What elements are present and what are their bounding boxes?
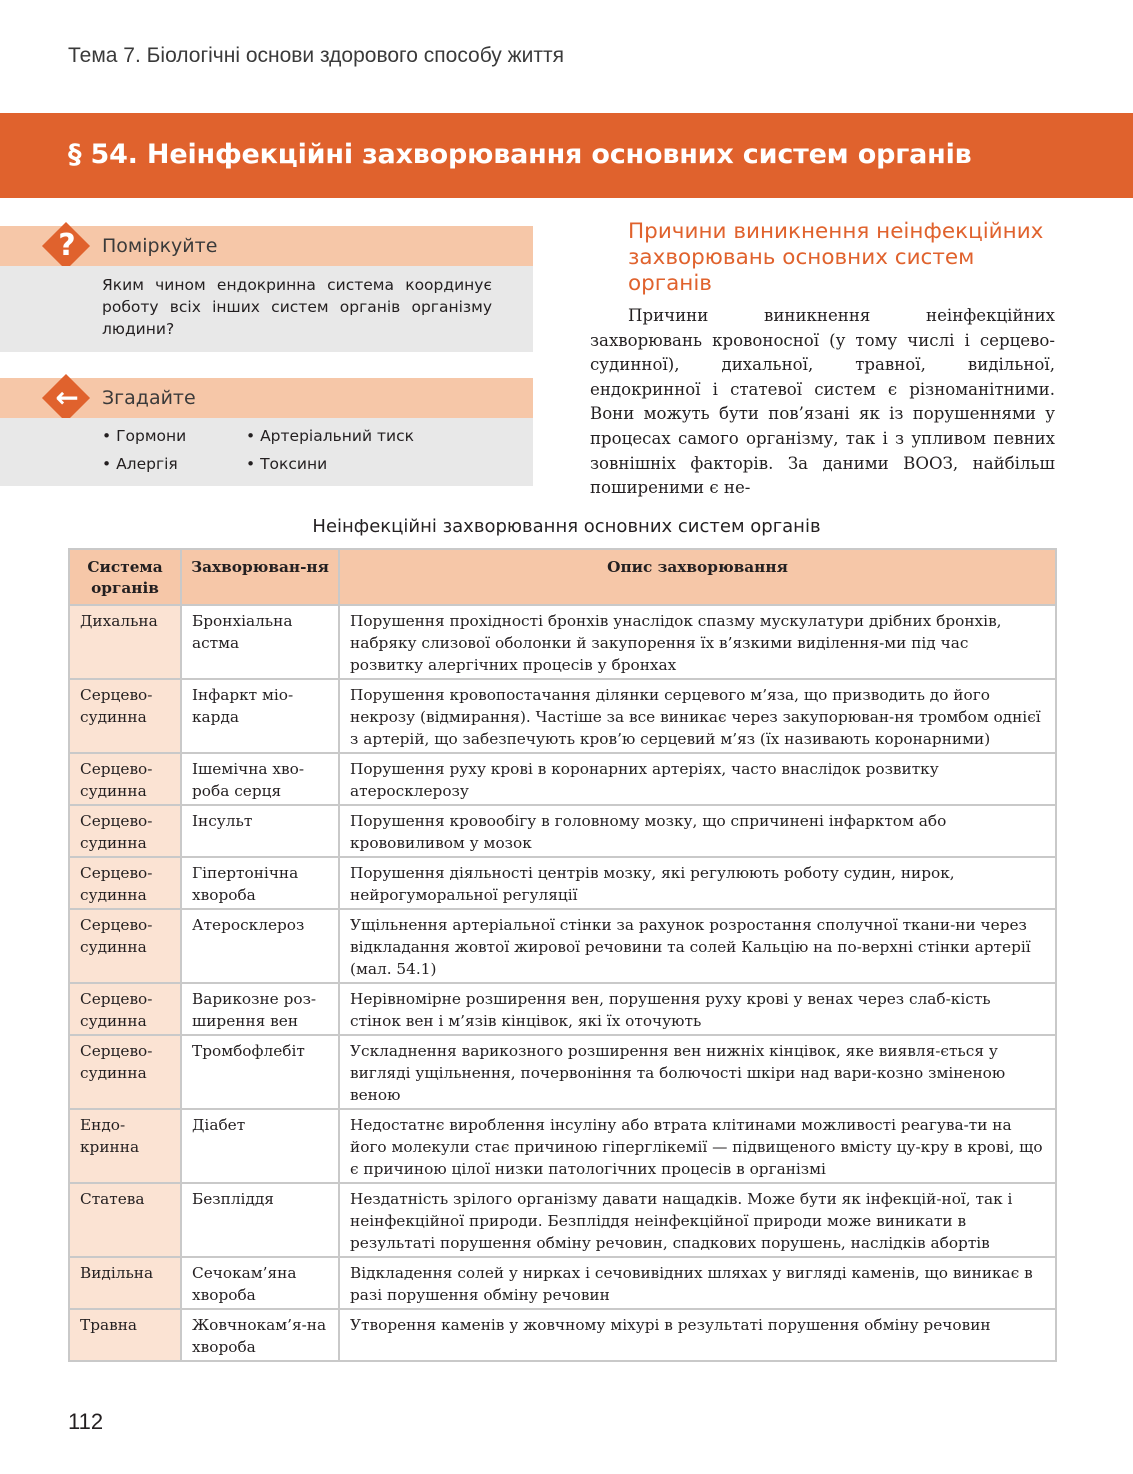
recall-box-title: Згадайте bbox=[102, 387, 196, 409]
table-row bbox=[69, 1035, 1056, 1109]
table-row bbox=[69, 1309, 1056, 1361]
cell-description: Ускладнення варикозного розширення вен нижніх кінцівок, яке виявля-ється у вигляді ущільнення, почервоніння та болючості шкіри над вари-козно зміненою веною bbox=[339, 1035, 1056, 1109]
table-row bbox=[69, 1183, 1056, 1257]
table-header-row bbox=[69, 549, 1056, 605]
table-row bbox=[69, 805, 1056, 857]
table-row bbox=[69, 1257, 1056, 1309]
title-band bbox=[0, 113, 1133, 198]
cell-description: Нездатність зрілого організму давати нащадків. Може бути як інфекцій-ної, так і неінфекційної природи. Безпліддя неінфекційної природи може виникати в результаті порушення обміну речовин, спадкових порушень, наслідків абортів bbox=[339, 1183, 1056, 1257]
running-head: Тема 7. Біологічні основи здорового способу життя bbox=[68, 44, 565, 67]
cell-description: Недостатнє вироблення інсуліну або втрата клітинами можливості реагува-ти на його молекули стає причиною гіперглікемії — підвищеного вмісту цу-кру в крові, що є причиною цілої низки патологічних процесів в організмі bbox=[339, 1109, 1056, 1183]
cell-disease: Жовчнокам’я-на хвороба bbox=[181, 1309, 339, 1361]
cell-system: Травна bbox=[69, 1309, 181, 1361]
cell-description: Відкладення солей у нирках і сечовивідних шляхах у вигляді каменів, що виникає в разі порушення обміну речовин bbox=[339, 1257, 1056, 1309]
header-description: Опис захворювання bbox=[339, 549, 1056, 605]
recall-item: • Артеріальний тиск bbox=[246, 427, 414, 445]
cell-system: Серцево-судинна bbox=[69, 909, 181, 983]
arrow-left-icon-glyph: ← bbox=[55, 381, 79, 414]
body-paragraph: Причини виникнення неінфекційних захворювань кровоносної (у тому числі і серцево-судинної), дихальної, травної, видільної, ендокринної і статевої систем є різноманітними. Вони можуть бути пов’язані як із порушеннями у процесах самого організму, так і з упливом певних зовнішніх факторів. За даними ВООЗ, найбільш поширеними є не- bbox=[590, 306, 1055, 498]
cell-system: Серцево-судинна bbox=[69, 753, 181, 805]
table-row bbox=[69, 753, 1056, 805]
cell-disease: Тромбофлебіт bbox=[181, 1035, 339, 1109]
cell-disease: Безпліддя bbox=[181, 1183, 339, 1257]
cell-description: Нерівномірне розширення вен, порушення руху крові у венах через слаб-кість стінок вен і м’язів кінцівок, які їх оточують bbox=[339, 983, 1056, 1035]
diseases-table bbox=[68, 548, 1057, 1362]
cell-description: Ущільнення артеріальної стінки за рахунок розростання сполучної ткани-ни через відкладання жовтої жирової речовини та солей Кальцію на по-верхні стінки артерії (мал. 54.1) bbox=[339, 909, 1056, 983]
think-box-text: Яким чином ендокринна система координує роботу всіх інших систем органів організму людини? bbox=[102, 276, 492, 338]
cell-disease: Сечокам’яна хвороба bbox=[181, 1257, 339, 1309]
header-system: Система органів bbox=[69, 549, 181, 605]
cell-description: Порушення діяльності центрів мозку, які регулюють роботу судин, нирок, нейрогуморальної регуляції bbox=[339, 857, 1056, 909]
think-box-title: Поміркуйте bbox=[102, 235, 218, 257]
cell-description: Порушення кровопостачання ділянки серцевого м’яза, що призводить до його некрозу (відмирання). Частіше за все виникає через закупорюван-ня тромбом однієї з артерій, що забезпечують кров’ю серцевий м’яз (їх називають коронарними) bbox=[339, 679, 1056, 753]
recall-item: • Алергія bbox=[102, 455, 178, 473]
cell-description: Порушення прохідності бронхів унаслідок спазму мускулатури дрібних бронхів, набряку слизової оболонки й закупорення їх в’язкими виділення-ми під час розвитку алергічних процесів у бронхах bbox=[339, 605, 1056, 679]
cell-system: Ендо-кринна bbox=[69, 1109, 181, 1183]
header-disease: Захворюван-ня bbox=[181, 549, 339, 605]
table-row bbox=[69, 679, 1056, 753]
section-heading: Причини виникнення неінфекційних захворювань основних систем органів bbox=[628, 219, 1044, 296]
cell-description: Порушення руху крові в коронарних артеріях, часто внаслідок розвитку атеросклерозу bbox=[339, 753, 1056, 805]
table-row bbox=[69, 605, 1056, 679]
cell-system: Серцево-судинна bbox=[69, 983, 181, 1035]
cell-system: Видільна bbox=[69, 1257, 181, 1309]
cell-disease: Ішемічна хво-роба серця bbox=[181, 753, 339, 805]
table-row bbox=[69, 1109, 1056, 1183]
cell-disease: Бронхіальна астма bbox=[181, 605, 339, 679]
table-caption: Неінфекційні захворювання основних систем органів bbox=[312, 516, 821, 537]
cell-description: Порушення кровообігу в головному мозку, що спричинені інфарктом або крововиливом у мозок bbox=[339, 805, 1056, 857]
cell-system: Серцево-судинна bbox=[69, 679, 181, 753]
question-icon-glyph: ? bbox=[58, 228, 76, 263]
table-row bbox=[69, 983, 1056, 1035]
table-row bbox=[69, 909, 1056, 983]
table-row bbox=[69, 857, 1056, 909]
cell-disease: Гіпертонічна хвороба bbox=[181, 857, 339, 909]
cell-disease: Діабет bbox=[181, 1109, 339, 1183]
cell-system: Серцево-судинна bbox=[69, 857, 181, 909]
cell-system: Серцево-судинна bbox=[69, 805, 181, 857]
recall-item: • Гормони bbox=[102, 427, 187, 445]
cell-system: Дихальна bbox=[69, 605, 181, 679]
page-title: § 54. Неінфекційні захворювання основних систем органів bbox=[68, 139, 972, 170]
cell-system: Статева bbox=[69, 1183, 181, 1257]
page-number: 112 bbox=[68, 1409, 104, 1434]
cell-disease: Інсульт bbox=[181, 805, 339, 857]
recall-item: • Токсини bbox=[246, 455, 328, 473]
cell-description: Утворення каменів у жовчному міхурі в результаті порушення обміну речовин bbox=[339, 1309, 1056, 1361]
cell-system: Серцево-судинна bbox=[69, 1035, 181, 1109]
cell-disease: Інфаркт міо-карда bbox=[181, 679, 339, 753]
cell-disease: Варикозне роз-ширення вен bbox=[181, 983, 339, 1035]
cell-disease: Атеросклероз bbox=[181, 909, 339, 983]
